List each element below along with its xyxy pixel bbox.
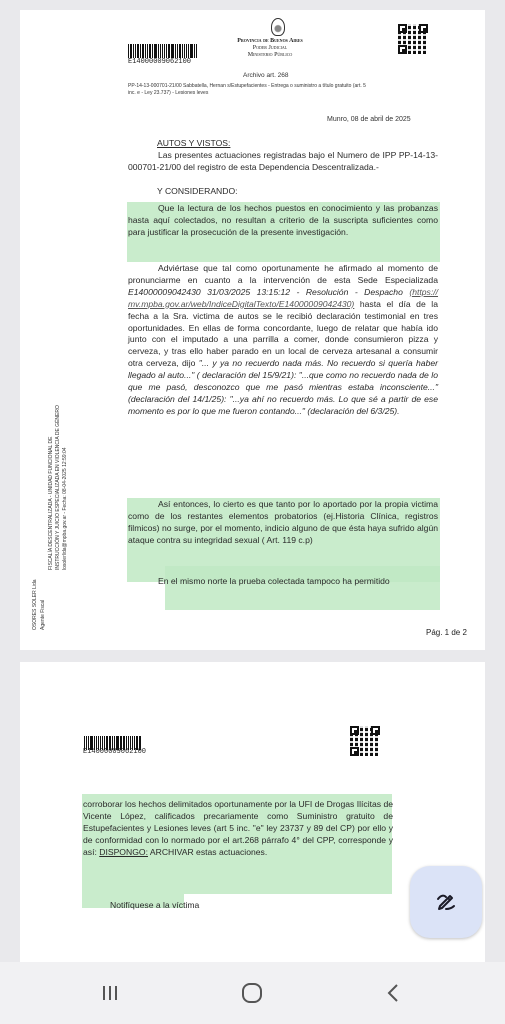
signature-role: Agente Fiscal bbox=[40, 599, 46, 630]
qr-code-icon bbox=[398, 24, 428, 54]
signature-meta: losolerlida@mpba.gov.ar - Fecha: 08-04-2025 12:59:04 bbox=[62, 447, 68, 570]
header-line: Poder Judicial bbox=[252, 45, 288, 51]
paragraph: Que la lectura de los hechos puestos en conocimiento y las probanzas hasta aquí colectados, no resultan a criterio de la suscripta suficientes como para justificar la prosecución de la presente investigación. bbox=[128, 203, 438, 237]
paragraph-text: hasta el día de la fecha a la Sra. victima de autos se le recibió declaración testimonial en tres oportunidades. En ellas de forma concordante, luego de relatar que había ido junto con el imputado a una parrilla a comer, donde consumieron pizza y cerveza, y tras ello haber parado en un local de cerveza artesanal a consumir otra cerveza, dijo bbox=[128, 298, 438, 369]
home-icon bbox=[241, 982, 263, 1004]
document-date: Munro, 08 de abril de 2025 bbox=[327, 116, 411, 123]
home-button[interactable] bbox=[232, 978, 272, 1008]
edit-fab-button[interactable] bbox=[410, 866, 482, 938]
archivo-label: Archivo art. 268 bbox=[243, 72, 289, 79]
case-caption bbox=[128, 83, 468, 97]
paragraph: En el mismo norte la prueba colectada tampoco ha permitido bbox=[158, 576, 390, 586]
notification-line: Notifíquese a la víctima bbox=[110, 900, 200, 910]
back-button[interactable] bbox=[374, 978, 414, 1008]
paragraph bbox=[128, 263, 438, 418]
back-icon bbox=[384, 983, 404, 1003]
signature-office: FISCALÍA DESCENTRALIZADA - UNIDAD FUNCIONAL DE bbox=[48, 436, 54, 570]
province-crest-icon bbox=[271, 18, 285, 36]
quoted-testimony: "... y ya no recuerdo nada más. No recuerdo si quería haber llegado al auto..." ( declaración del 15/9/21): "...que como no recuerdo nada de lo que me pasó, desconozco que me pasó mientras estaba inconsciente..." (declaración del 14/1/25): "...ya ahí no recuerdo más. Lo que sé a partir de ese momento es por lo que me fueron contando..." (declaración del 6/3/25). bbox=[128, 358, 438, 416]
barcode-number: E14000009062100 bbox=[128, 58, 192, 66]
paragraph-text: ARCHIVAR estas actuaciones. bbox=[149, 846, 268, 857]
paragraph: Las presentes actuaciones registradas bajo el Numero de IPP PP-14-13-000701-21/00 del registro de esta Dependencia Descentralizada.- bbox=[128, 150, 438, 172]
signature-name: OSORES SOLER Lida bbox=[32, 579, 38, 630]
document-header bbox=[215, 38, 325, 59]
paragraph-text: Adviértase que tal como oportunamente he afirmado al momento de pronunciarme en cuanto a la intervención de esta Sede Especializada bbox=[128, 263, 438, 285]
dispongo-text: DISPONGO: bbox=[99, 846, 148, 857]
system-navigation-bar bbox=[0, 962, 505, 1024]
header-line: Ministerio Público bbox=[247, 52, 293, 58]
autos-heading: AUTOS Y VISTOS: bbox=[157, 138, 231, 148]
reference-link[interactable]: (https:// mv.mpba.gov.ar/web/IndiceDigitalTexto/E14000009042430) bbox=[128, 286, 439, 309]
recents-icon bbox=[100, 983, 120, 1003]
document-page-1 bbox=[20, 10, 485, 650]
barcode bbox=[128, 44, 198, 58]
paragraph bbox=[83, 799, 393, 859]
barcode-number: E14000009062100 bbox=[83, 748, 147, 756]
paragraph: Así entonces, lo cierto es que tanto por lo aportado por la propia victima como de los restantes elementos probatorios (ej.Historia Clínica, registros filmicos) no surge, por el momento, indicio alguno de que ésta haya sufrido algún ataque contra su integridad sexual ( Art. 119 c.p) bbox=[128, 499, 438, 545]
text-highlight bbox=[165, 566, 440, 610]
page-number: Pág. 1 de 2 bbox=[426, 628, 467, 637]
header-line: Provincia de Buenos Aires bbox=[237, 38, 303, 44]
paragraph-text: corroborar los hechos delimitados oportunamente por la UFI de Drogas Ilícitas de Vicente López, calificados precariamente como Suministro gratuito de Estupefacientes y Lesiones leves (art 5 inc. "e" ley 23737 y 89 del CP) por ello y de conformidad con lo normado por el art.268 párrafo 4° del CPP, corresponde y así: bbox=[83, 799, 394, 857]
qr-code-icon bbox=[350, 726, 380, 756]
edit-pen-icon bbox=[434, 890, 458, 914]
considerando-heading: Y CONSIDERANDO: bbox=[157, 186, 238, 196]
recents-button[interactable] bbox=[90, 978, 130, 1008]
signature-office: INSTRUCCIÓN Y JUICIO ESPECIALIZADA EN VIOLENCIA DE GÉNERO bbox=[55, 405, 61, 570]
reference-text: E14000009042430 31/03/2025 13:15:12 - Resolución - Despacho bbox=[128, 286, 403, 297]
case-line: PP-14-13-000701-21/00 Sabbatella, Hernan s/Estupefacientes - Entrega o suministro a título gratuito (art. 5 bbox=[128, 83, 366, 89]
case-line: inc. e - Ley 23.737) - Lesiones leves bbox=[128, 90, 209, 96]
